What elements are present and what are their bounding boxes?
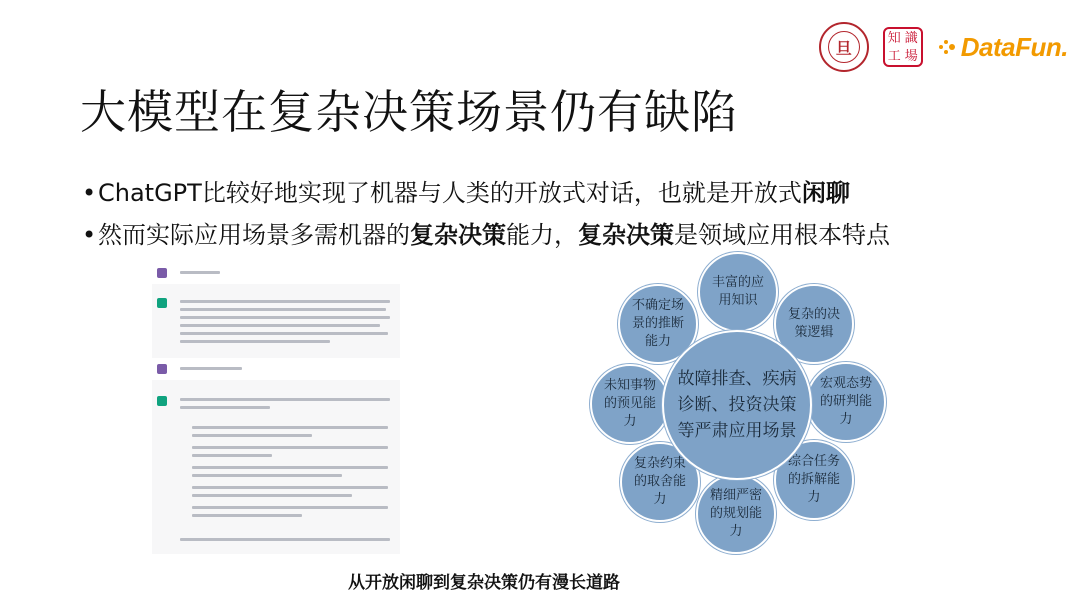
university-seal-logo <box>819 22 869 72</box>
bullet-list <box>82 172 890 256</box>
text-line <box>180 367 242 370</box>
capability-node: 综合任务的拆解能力 <box>774 440 854 520</box>
text-line <box>192 446 388 449</box>
text-line <box>192 494 352 497</box>
center-scenario-node: 故障排查、疾病诊断、投资决策等严肃应用场景 <box>662 330 812 480</box>
chat-caption: 从开放闲聊到复杂决策仍有漫长道路 <box>348 573 620 593</box>
bullet-bold: 复杂决策 <box>578 221 674 249</box>
chatgpt-conversation-screenshot <box>152 262 400 554</box>
text-line <box>180 324 380 327</box>
bullet-text: 是领域应用根本特点 <box>674 221 890 249</box>
text-line <box>192 466 388 469</box>
user-message <box>152 358 400 380</box>
logo-bar <box>819 22 1068 72</box>
decision-capability-diagram <box>590 252 886 556</box>
datafun-logo <box>937 32 1068 63</box>
text-line <box>180 271 220 274</box>
user-avatar-icon <box>157 268 167 278</box>
datafun-wordmark: DataFun. <box>960 31 1068 62</box>
capability-node: 精细严密的规划能力 <box>696 474 776 554</box>
text-line <box>180 308 386 311</box>
zhishi-gongchang-logo <box>883 27 923 67</box>
text-line <box>192 474 342 477</box>
bullet-text: 然而实际应用场景多需机器的 <box>98 221 410 249</box>
user-message <box>152 262 400 284</box>
seal-center-char: 旦 <box>828 31 860 63</box>
capability-node: 未知事物的预见能力 <box>590 364 670 444</box>
logo-char: 場 <box>904 49 918 64</box>
text-line <box>192 506 388 509</box>
logo-char: 知 <box>887 31 901 46</box>
bullet-item: •ChatGPT比较好地实现了机器与人类的开放式对话，也就是开放式闲聊 <box>82 179 850 207</box>
capability-node: 复杂的决策逻辑 <box>774 284 854 364</box>
text-line <box>180 340 330 343</box>
slide-title: 大模型在复杂决策场景仍有缺陷 <box>80 85 738 139</box>
capability-node: 复杂约束的取舍能力 <box>620 442 700 522</box>
capability-node: 不确定场景的推断能力 <box>618 284 698 364</box>
capability-node: 宏观态势的研判能力 <box>806 362 886 442</box>
logo-char: 識 <box>904 31 918 46</box>
bullet-text: ChatGPT比较好地实现了机器与人类的开放式对话，也就是开放式 <box>98 179 802 207</box>
text-line <box>192 486 388 489</box>
text-line <box>180 538 390 541</box>
capability-node: 丰富的应用知识 <box>698 252 778 332</box>
text-line <box>180 300 390 303</box>
bullet-text: 能力， <box>506 221 578 249</box>
logo-char: 工 <box>887 49 901 64</box>
text-line <box>180 398 390 401</box>
datafun-dots-icon <box>937 36 959 58</box>
text-line <box>192 514 302 517</box>
text-line <box>192 434 312 437</box>
text-line <box>192 426 388 429</box>
bullet-item: •然而实际应用场景多需机器的复杂决策能力，复杂决策是领域应用根本特点 <box>82 221 890 249</box>
bullet-bold: 复杂决策 <box>410 221 506 249</box>
text-line <box>180 406 270 409</box>
text-line <box>180 316 390 319</box>
text-line <box>192 454 272 457</box>
bullet-bold: 闲聊 <box>801 179 850 207</box>
assistant-avatar-icon <box>157 298 167 308</box>
assistant-avatar-icon <box>157 396 167 406</box>
user-avatar-icon <box>157 364 167 374</box>
text-line <box>180 332 388 335</box>
